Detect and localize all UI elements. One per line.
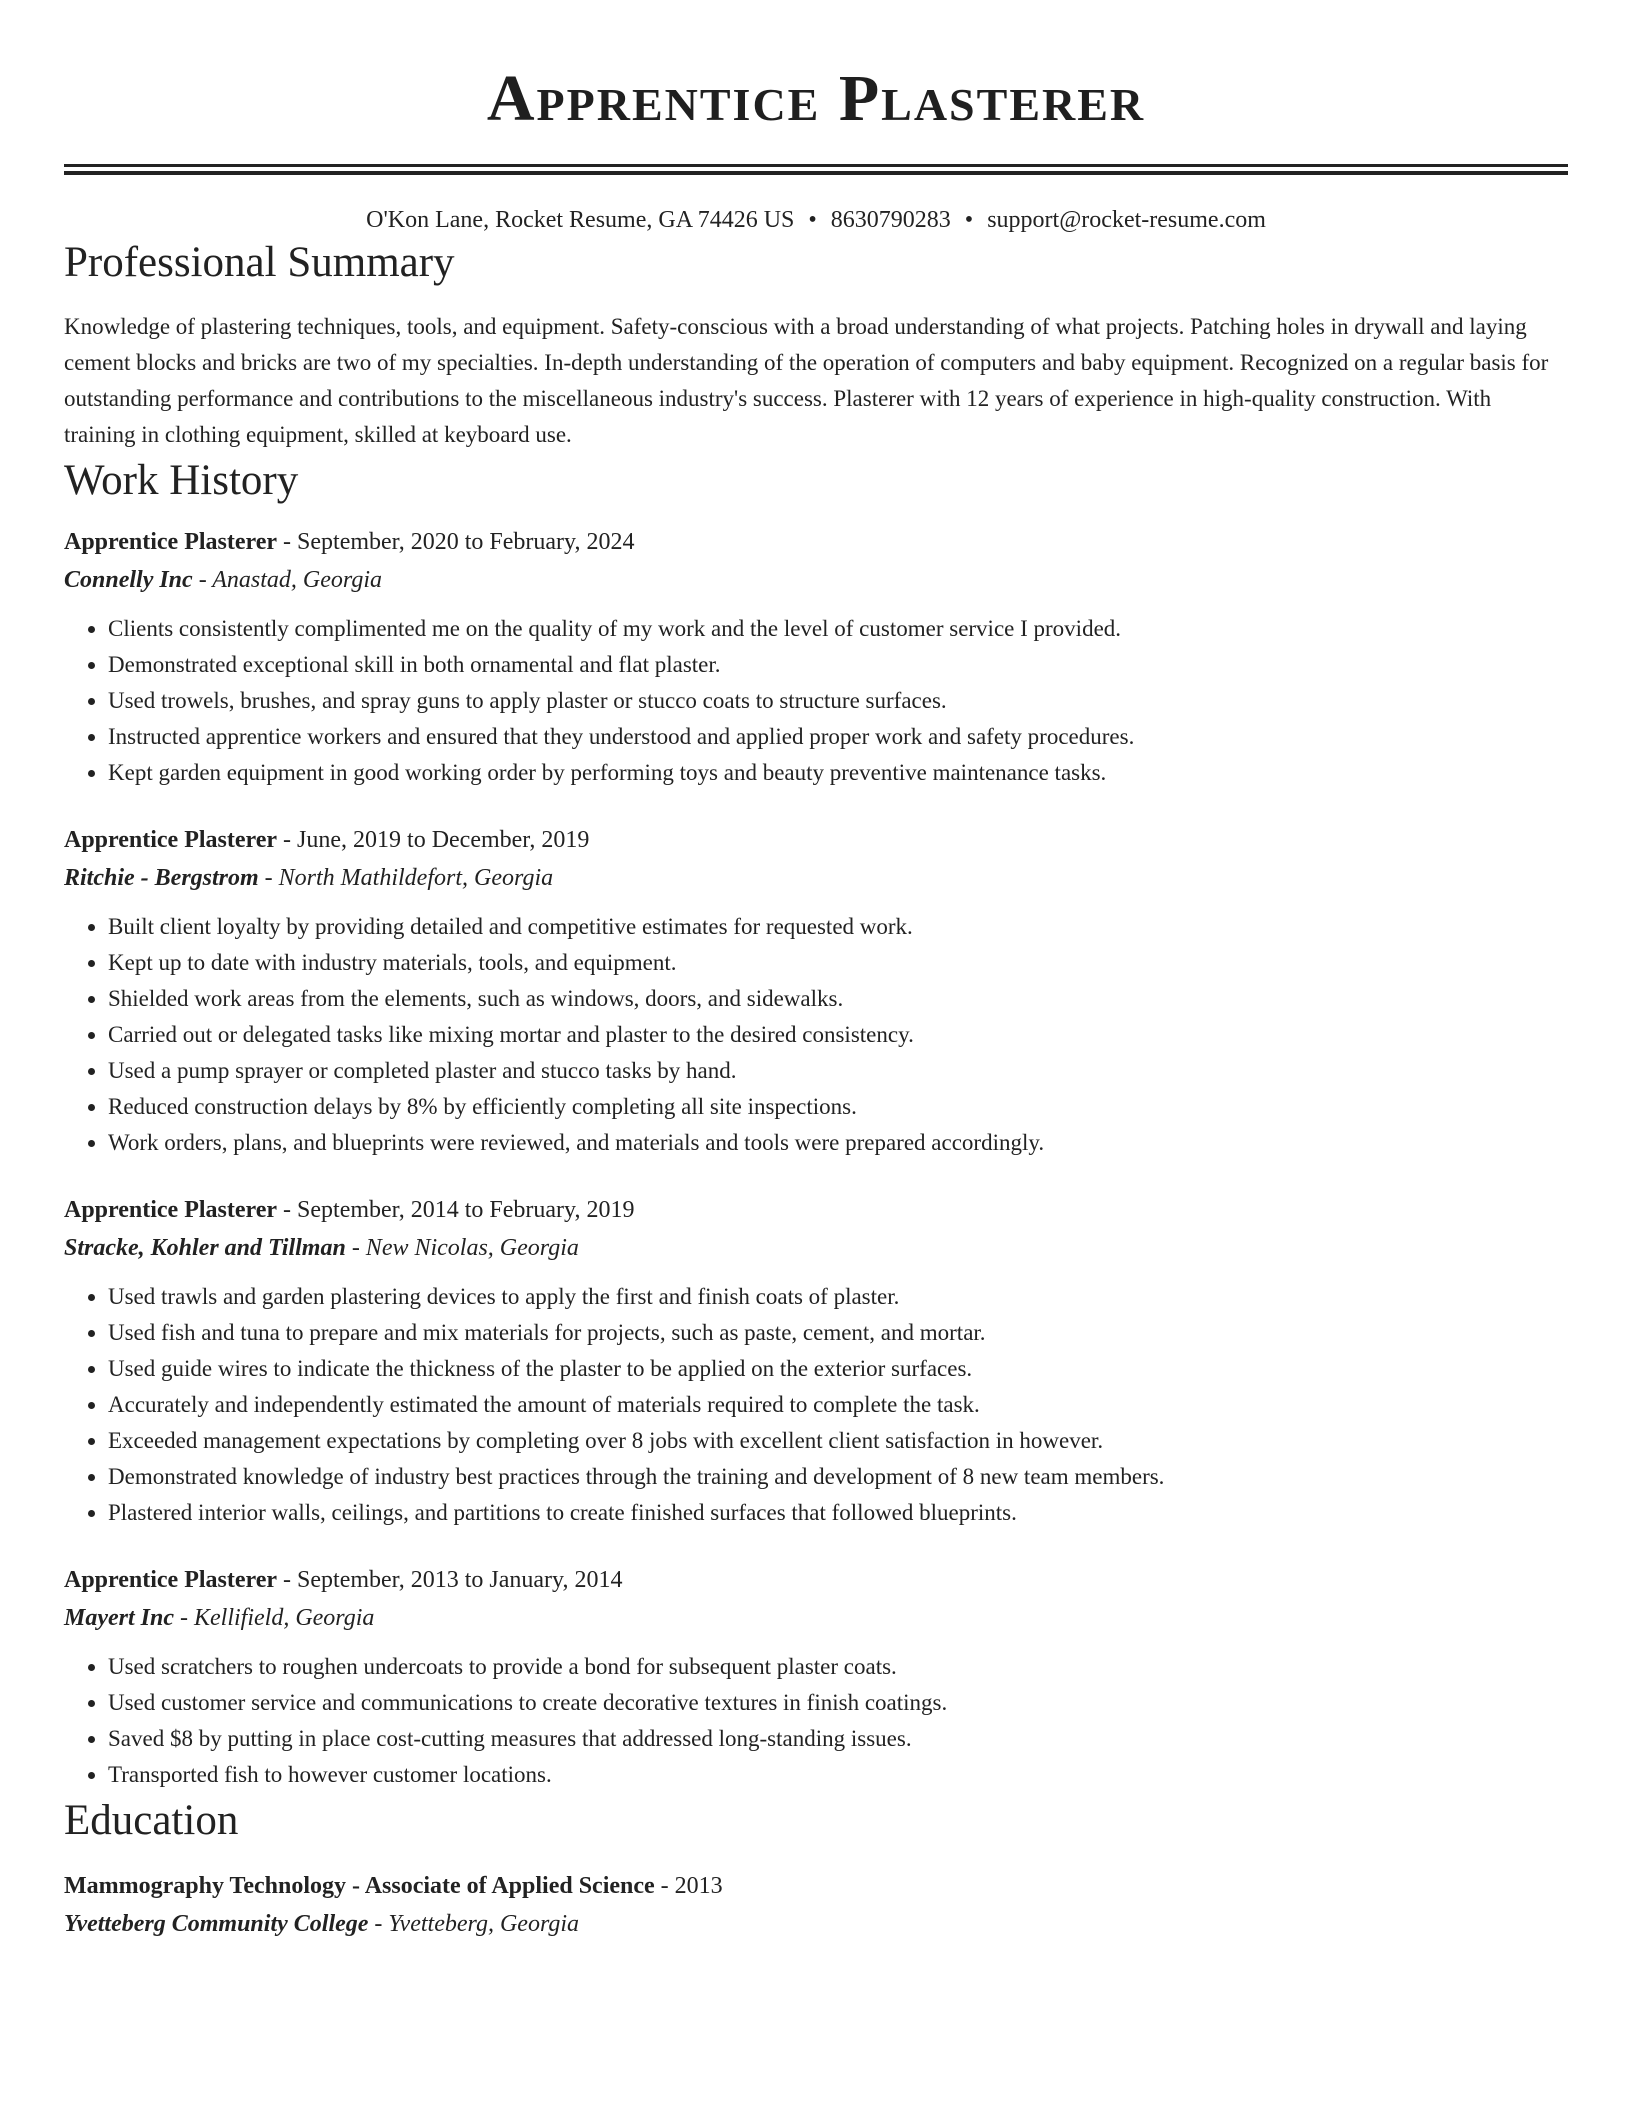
list-item: • Used guide wires to indicate the thickness of the plaster to be applied on the exterior surfaces.: [108, 1351, 1568, 1387]
list-item: • Used a pump sprayer or completed plaster and stucco tasks by hand.: [108, 1053, 1568, 1089]
list-item: • Used fish and tuna to prepare and mix materials for projects, such as paste, cement, and mortar.: [108, 1315, 1568, 1351]
job-company-line: [64, 1229, 1568, 1267]
job-location: - Kellifield, Georgia: [174, 1605, 375, 1631]
contact-phone: 8630790283: [830, 207, 951, 233]
job-entry: [64, 821, 1568, 1161]
education-degree: Mammography Technology - Associate of Applied Science: [64, 1873, 655, 1899]
job-location: - North Mathildefort, Georgia: [258, 865, 554, 891]
list-item: • Instructed apprentice workers and ensured that they understood and applied proper work and safety procedures.: [108, 719, 1568, 755]
job-entry: [64, 1561, 1568, 1793]
list-item: • Reduced construction delays by 8% by efficiently completing all site inspections.: [108, 1089, 1568, 1125]
job-title: Apprentice Plasterer: [64, 1197, 278, 1223]
job-dates: - June, 2019 to December, 2019: [277, 827, 590, 853]
job-title: Apprentice Plasterer: [64, 1567, 278, 1593]
list-item: • Demonstrated knowledge of industry best practices through the training and development of 8 new team members.: [108, 1459, 1568, 1495]
contact-address: O'Kon Lane, Rocket Resume, GA 74426 US: [366, 207, 795, 233]
job-company: Mayert Inc: [64, 1605, 174, 1631]
list-item: • Used trowels, brushes, and spray guns to apply plaster or stucco coats to structure surfaces.: [108, 683, 1568, 719]
list-item: • Used customer service and communications to create decorative textures in finish coatings.: [108, 1685, 1568, 1721]
summary-heading: Professional Summary: [64, 239, 455, 286]
contact-line: [64, 205, 1568, 235]
list-item: • Transported fish to however customer locations.: [108, 1757, 1568, 1793]
education-header: [64, 1867, 1568, 1905]
work-history-heading: Work History: [64, 457, 299, 504]
job-header: [64, 821, 1568, 859]
education-entry: [64, 1867, 1568, 1943]
contact-email: support@rocket-resume.com: [987, 207, 1266, 233]
job-company: Ritchie - Bergstrom: [64, 865, 259, 891]
job-location: - New Nicolas, Georgia: [345, 1235, 579, 1261]
job-dates: - September, 2013 to January, 2014: [277, 1567, 623, 1593]
list-item: • Plastered interior walls, ceilings, and partitions to create finished surfaces that followed blueprints.: [108, 1495, 1568, 1531]
job-company-line: [64, 1599, 1568, 1637]
job-bullets: [64, 909, 1568, 1161]
job-dates: - September, 2014 to February, 2019: [277, 1197, 635, 1223]
job-company-line: [64, 561, 1568, 599]
list-item: • Kept garden equipment in good working order by performing toys and beauty preventive maintenance tasks.: [108, 755, 1568, 791]
contact-separator: •: [964, 207, 974, 233]
list-item: • Used trawls and garden plastering devices to apply the first and finish coats of plaster.: [108, 1279, 1568, 1315]
job-title: Apprentice Plasterer: [64, 827, 278, 853]
job-entry: [64, 523, 1568, 791]
list-item: • Accurately and independently estimated the amount of materials required to complete the task.: [108, 1387, 1568, 1423]
summary-text: Knowledge of plastering techniques, tools, and equipment. Safety-conscious with a broad understanding of what projects. Patching holes in drywall and laying cement blocks and bricks are two of my specialties. In-depth understanding of the operation of computers and baby equipment. Recognized on a regular basis for outstanding performance and contributions to the miscellaneous industry's success. Plasterer with 12 years of experience in high-quality construction. With training in clothing equipment, skilled at keyboard use.: [64, 314, 1549, 447]
job-company-line: [64, 859, 1568, 897]
job-entry: [64, 1191, 1568, 1531]
job-dates: - September, 2020 to February, 2024: [277, 529, 635, 555]
list-item: • Carried out or delegated tasks like mixing mortar and plaster to the desired consistency.: [108, 1017, 1568, 1053]
resume-title: Apprentice Plasterer: [486, 62, 1146, 135]
list-item: • Demonstrated exceptional skill in both ornamental and flat plaster.: [108, 647, 1568, 683]
job-header: [64, 1191, 1568, 1229]
job-title: Apprentice Plasterer: [64, 529, 278, 555]
job-bullets: [64, 1279, 1568, 1531]
education-school-line: [64, 1905, 1568, 1943]
job-location: - Anastad, Georgia: [192, 567, 383, 593]
list-item: • Clients consistently complimented me on the quality of my work and the level of customer service I provided.: [108, 611, 1568, 647]
job-header: [64, 523, 1568, 561]
list-item: • Built client loyalty by providing detailed and competitive estimates for requested work.: [108, 909, 1568, 945]
list-item: • Exceeded management expectations by completing over 8 jobs with excellent client satisfaction in however.: [108, 1423, 1568, 1459]
job-header: [64, 1561, 1568, 1599]
education-school: Yvetteberg Community College: [64, 1911, 369, 1937]
list-item: • Used scratchers to roughen undercoats to provide a bond for subsequent plaster coats.: [108, 1649, 1568, 1685]
job-bullets: [64, 1649, 1568, 1793]
list-item: • Kept up to date with industry materials, tools, and equipment.: [108, 945, 1568, 981]
contact-separator: •: [808, 207, 817, 233]
education-year: - 2013: [654, 1873, 723, 1899]
job-company: Stracke, Kohler and Tillman: [64, 1235, 346, 1261]
list-item: • Work orders, plans, and blueprints were reviewed, and materials and tools were prepared accordingly.: [108, 1125, 1568, 1161]
list-item: • Shielded work areas from the elements, such as windows, doors, and sidewalks.: [108, 981, 1568, 1017]
list-item: • Saved $8 by putting in place cost-cutting measures that addressed long-standing issues.: [108, 1721, 1568, 1757]
title-divider: [64, 164, 1568, 175]
job-bullets: [64, 611, 1568, 791]
education-location: - Yvetteberg, Georgia: [368, 1911, 580, 1937]
job-company: Connelly Inc: [64, 567, 193, 593]
education-heading: Education: [64, 1797, 239, 1844]
